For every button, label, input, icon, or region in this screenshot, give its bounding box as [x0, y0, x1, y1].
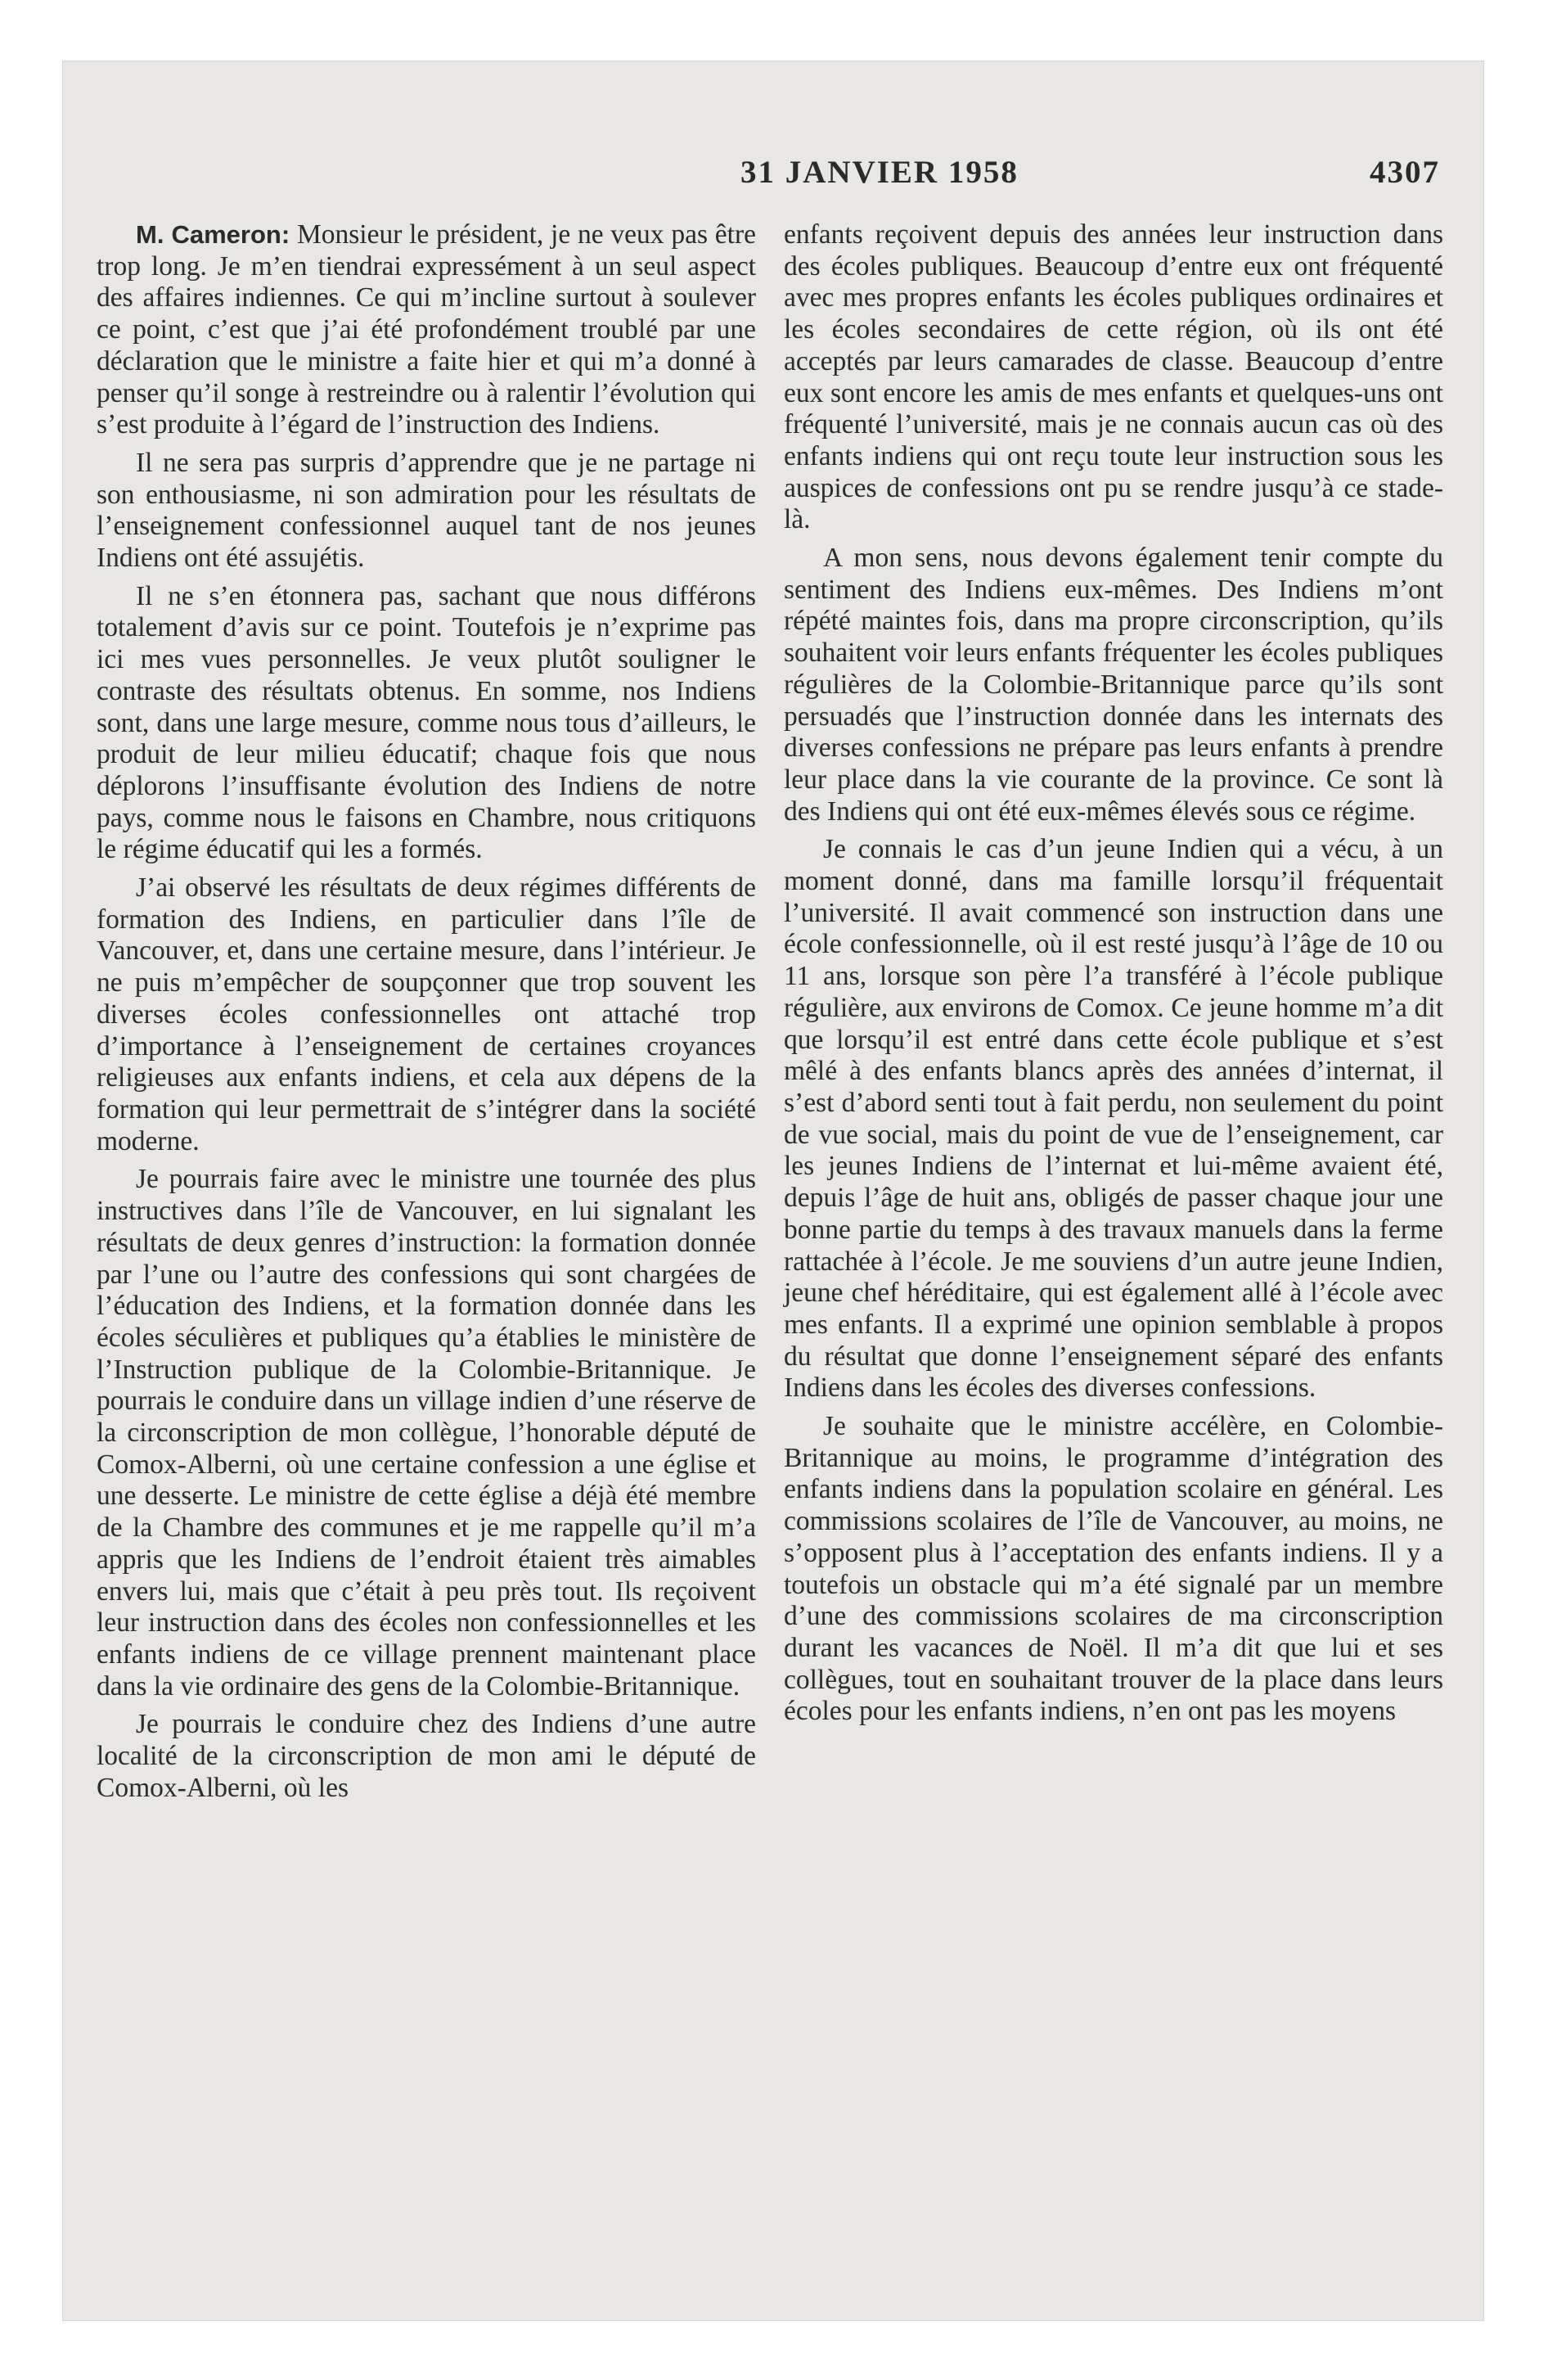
right-column	[784, 219, 1443, 1734]
speaker-name: M. Cameron:	[136, 220, 290, 249]
page-header	[98, 154, 1440, 203]
paragraph: Il ne s’en étonnera pas, sachant que nous différons totalement d’avis sur ce point. Toutefois je n’exprime pas ici mes vues personnelles. Je veux plutôt souligner le contraste des résultats obtenus. En somme, nos Indiens sont, dans une large mesure, comme nous tous d’ailleurs, le produit de leur milieu éducatif; chaque fois que nous déplorons l’insuffisante évolution des Indiens de notre pays, comme nous le faisons en Chambre, nous critiquons le régime éducatif qui les a formés.	[97, 580, 756, 865]
paragraph	[97, 219, 756, 441]
paragraph: Il ne sera pas surpris d’apprendre que je ne partage ni son enthousiasme, ni son admiration pour les résultats de l’enseignement confessionnel auquel tant de nos jeunes Indiens ont été assujétis.	[97, 447, 756, 574]
paragraph: Je pourrais faire avec le ministre une tournée des plus instructives dans l’île de Vancouver, en lui signalant les résultats de deux genres d’instruction: la formation donnée par l’une ou l’autre des confessions qui sont chargées de l’éducation des Indiens, et la formation donnée dans les écoles séculières et publiques qu’a établies le ministère de l’Instruction publique de la Colombie-Britannique. Je pourrais le conduire dans un village indien d’une réserve de la circonscription de mon collègue, l’honorable député de Comox-Alberni, où une certaine confession a une église et une desserte. Le ministre de cette église a déjà été membre de la Chambre des communes et je me rappelle qu’il m’a appris que les Indiens de l’endroit étaient très aimables envers lui, mais que c’était à peu près tout. Ils reçoivent leur instruction dans des écoles non confessionnelles et les enfants indiens de ce village prennent maintenant place dans la vie ordinaire des gens de la Colombie-Britannique.	[97, 1164, 756, 1702]
paragraph: Je souhaite que le ministre accélère, en Colombie-Britannique au moins, le programme d’intégration des enfants indiens dans la population scolaire en général. Les commissions scolaires de l’île de Vancouver, au moins, ne s’opposent plus à l’acceptation des enfants indiens. Il y a toutefois un obstacle qui m’a été signalé par un membre d’une des commissions scolaires de ma circonscription durant les vacances de Noël. Il m’a dit que lui et ses collègues, tout en souhaitant trouver de la place dans leurs écoles pour les enfants indiens, n’en ont pas les moyens	[784, 1411, 1443, 1727]
header-date: 31 JANVIER 1958	[740, 155, 1019, 190]
paragraph-text: Monsieur le président, je ne veux pas être trop long. Je m’en tiendrai expressément à un seul aspect des affaires indiennes. Ce qui m’incline surtout à soulever ce point, c’est que j’ai été profondément troublé par une déclaration que le ministre a faite hier et qui m’a donné à penser qu’il songe à restreindre ou à ralentir l’évolution qui s’est produite à l’égard de l’instruction des Indiens.	[97, 219, 756, 440]
page-number: 4307	[1370, 155, 1440, 190]
paragraph: J’ai observé les résultats de deux régimes différents de formation des Indiens, en particulier dans l’île de Vancouver, et, dans une certaine mesure, dans l’intérieur. Je ne puis m’empêcher de soupçonner que trop souvent les diverses écoles confessionnelles ont attaché trop d’importance à l’enseignement de certaines croyances religieuses aux enfants indiens, et cela aux dépens de la formation qui leur permettrait de s’intégrer dans la société moderne.	[97, 872, 756, 1156]
paragraph: Je connais le cas d’un jeune Indien qui a vécu, à un moment donné, dans ma famille lorsqu’il fréquentait l’université. Il avait commencé son instruction dans une école confessionnelle, où il est resté jusqu’à l’âge de 10 ou 11 ans, lorsque son père l’a transféré à l’école publique régulière, aux environs de Comox. Ce jeune homme m’a dit que lorsqu’il est entré dans cette école publique et s’est mêlé à des enfants blancs après des années d’internat, il s’est d’abord senti tout à fait perdu, non seulement du point de vue social, mais du point de vue de l’enseignement, car les jeunes Indiens de l’internat et lui-même avaient été, depuis l’âge de huit ans, obligés de passer chaque jour une bonne partie du temps à des travaux manuels dans la ferme rattachée à l’école. Je me souviens d’un autre jeune Indien, jeune chef héréditaire, qui est également allé à l’école avec mes enfants. Il a exprimé une opinion semblable à propos du résultat que donne l’enseignement séparé des enfants Indiens dans les écoles des diverses confessions.	[784, 834, 1443, 1404]
paragraph: enfants reçoivent depuis des années leur instruction dans des écoles publiques. Beaucoup d’entre eux ont fréquenté avec mes propres enfants les écoles publiques ordinaires et les écoles secondaires de cette région, où ils ont été acceptés par leurs camarades de classe. Beaucoup d’entre eux sont encore les amis de mes enfants et quelques-uns ont fréquenté l’université, mais je ne connais aucun cas où des enfants indiens qui ont reçu toute leur instruction sous les auspices de confessions ont pu se rendre jusqu’à ce stade-là.	[784, 219, 1443, 535]
paragraph: Je pourrais le conduire chez des Indiens d’une autre localité de la circonscription de mon ami le député de Comox-Alberni, où les	[97, 1709, 756, 1803]
paragraph: A mon sens, nous devons également tenir compte du sentiment des Indiens eux-mêmes. Des Indiens m’ont répété maintes fois, dans ma propre circonscription, qu’ils souhaitent voir leurs enfants fréquenter les écoles publiques régulières de la Colombie-Britannique parce qu’ils sont persuadés que l’instruction donnée dans les internats des diverses confessions ne prépare pas leurs enfants à prendre leur place dans la vie courante de la province. Ce sont là des Indiens qui ont été eux-mêmes élevés sous ce régime.	[784, 543, 1443, 827]
left-column	[97, 219, 756, 1810]
